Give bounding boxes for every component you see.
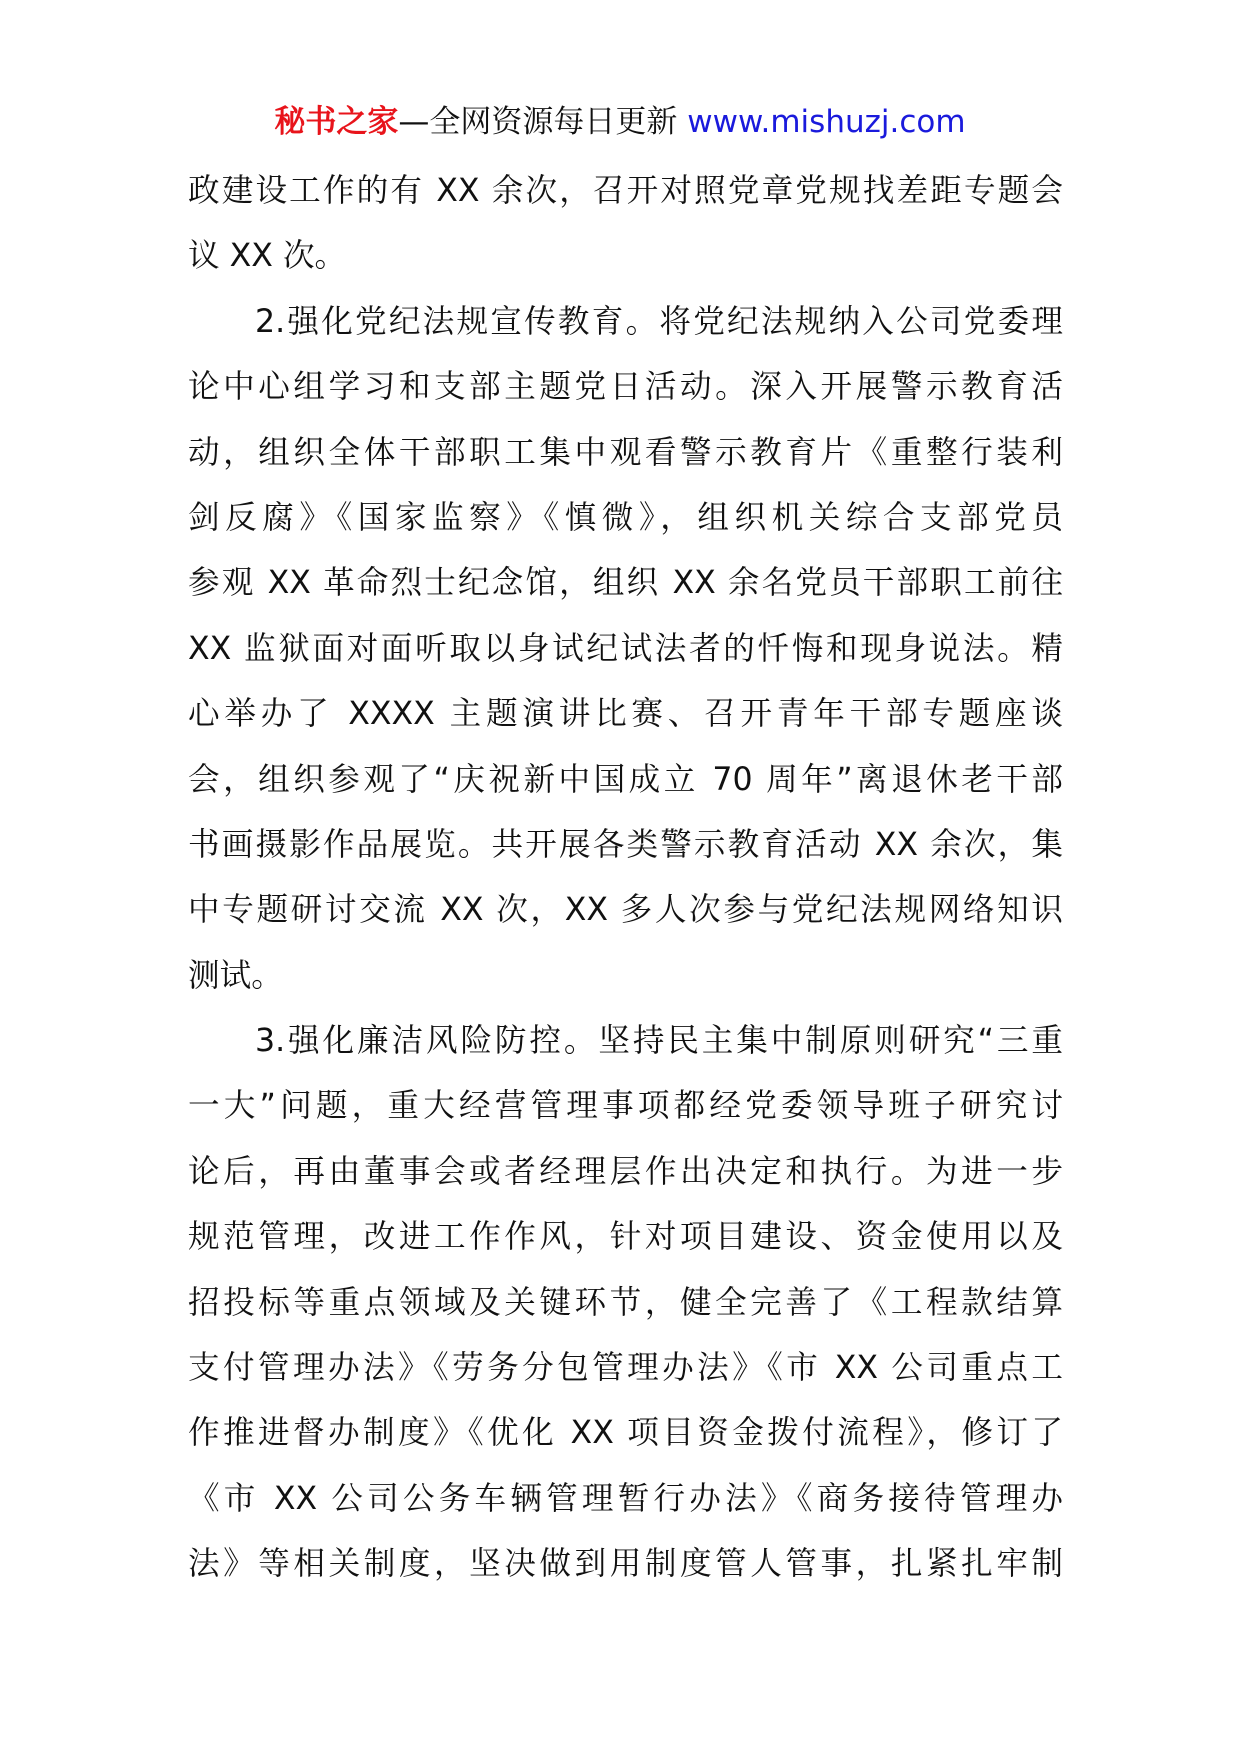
document-body (188, 159, 1063, 1598)
text-line: 法》等相关制度，坚决做到用制度管人管事，扎紧扎牢制 (188, 1546, 1063, 1583)
text-line: 支付管理办法》《劳务分包管理办法》《市 XX 公司重点工 (188, 1350, 1063, 1387)
text-line: 一大”问题，重大经营管理事项都经党委领导班子研究讨 (188, 1088, 1063, 1125)
site-tagline: —全网资源每日更新 (398, 104, 688, 140)
text-line: 测试。 (188, 957, 283, 994)
text-line: 书画摄影作品展览。共开展各类警示教育活动 XX 余次，集 (188, 826, 1063, 863)
text-line: 政建设工作的有 XX 余次，召开对照党章党规找差距专题会 (188, 173, 1063, 209)
text-line: 论后，再由董事会或者经理层作出决定和执行。为进一步 (188, 1153, 1063, 1190)
text-line: XX 监狱面对面听取以身试纪试法者的忏悔和现身说法。精 (188, 630, 1063, 667)
text-line: 议 XX 次。 (188, 238, 347, 275)
site-header (0, 100, 1240, 144)
text-line: 论中心组学习和支部主题党日活动。深入开展警示教育活 (188, 369, 1063, 406)
paragraph-heading-line: 3.强化廉洁风险防控。坚持民主集中制原则研究“三重 (255, 1023, 1063, 1060)
text-line: 动，组织全体干部职工集中观看警示教育片《重整行装利 (188, 434, 1063, 471)
text-line: 参观 XX 革命烈士纪念馆，组织 XX 余名党员干部职工前往 (188, 565, 1063, 602)
text-line: 《市 XX 公司公务车辆管理暂行办法》《商务接待管理办 (188, 1480, 1063, 1517)
text-line: 招投标等重点领域及关键环节，健全完善了《工程款结算 (188, 1284, 1063, 1321)
site-url[interactable]: www.mishuzj.com (687, 104, 966, 140)
text-line: 心举办了 XXXX 主题演讲比赛、召开青年干部专题座谈 (188, 696, 1063, 733)
text-line: 规范管理，改进工作作风，针对项目建设、资金使用以及 (188, 1219, 1063, 1256)
text-line: 作推进督办制度》《优化 XX 项目资金拨付流程》，修订了 (188, 1415, 1063, 1452)
site-brand: 秘书之家 (274, 104, 399, 140)
text-line: 剑反腐》《国家监察》《慎微》，组织机关综合支部党员 (188, 499, 1063, 536)
paragraph-heading-line: 2.强化党纪法规宣传教育。将党纪法规纳入公司党委理 (255, 303, 1063, 340)
text-line: 中专题研讨交流 XX 次，XX 多人次参与党纪法规网络知识 (188, 892, 1063, 929)
text-line: 会，组织参观了“庆祝新中国成立 70 周年”离退休老干部 (188, 761, 1063, 798)
